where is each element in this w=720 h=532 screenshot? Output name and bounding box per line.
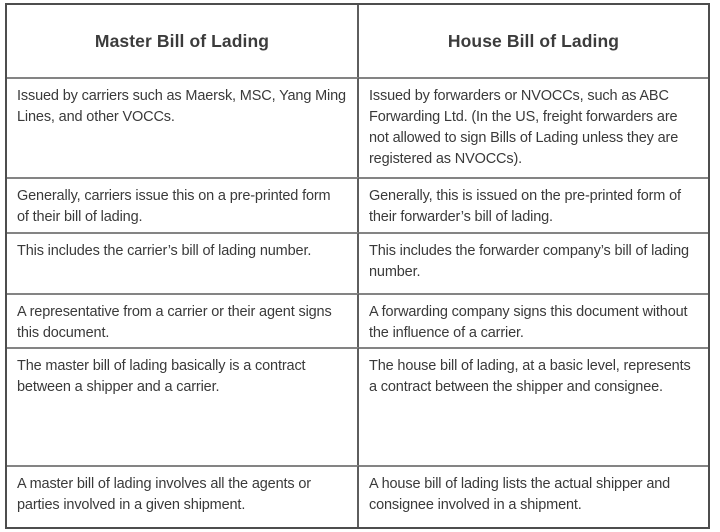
comparison-table — [5, 3, 710, 529]
table-cell-house-contract: The house bill of lading, at a basic level, represents a contract between the shipper and consignee. — [359, 347, 708, 465]
table-cell-house-bl-number: This includes the forwarder company’s bill of lading number. — [359, 232, 708, 293]
table-cell-house-preprinted-form: Generally, this is issued on the pre-printed form of their forwarder’s bill of lading. — [359, 177, 708, 232]
table-cell-master-preprinted-form: Generally, carriers issue this on a pre-printed form of their bill of lading. — [7, 177, 359, 232]
table-cell-house-parties: A house bill of lading lists the actual shipper and consignee involved in a shipment. — [359, 465, 708, 527]
table-cell-master-bl-number: This includes the carrier’s bill of lading number. — [7, 232, 359, 293]
table-cell-master-signer: A representative from a carrier or their agent signs this document. — [7, 293, 359, 347]
column-header-house-bill: House Bill of Lading — [447, 30, 620, 51]
table-cell-master-issued-by: Issued by carriers such as Maersk, MSC, Yang Ming Lines, and other VOCCs. — [7, 77, 359, 177]
table-cell-master-contract: The master bill of lading basically is a contract between a shipper and a carrier. — [7, 347, 359, 465]
table-cell-house-issued-by: Issued by forwarders or NVOCCs, such as ABC Forwarding Ltd. (In the US, freight forwarders are not allowed to sign Bills of Lading unless they are registered as NVOCCs). — [359, 77, 708, 177]
table-cell-master-parties: A master bill of lading involves all the agents or parties involved in a given shipment. — [7, 465, 359, 527]
column-header-master-bill: Master Bill of Lading — [7, 5, 359, 77]
table-cell-house-signer: A forwarding company signs this document without the influence of a carrier. — [359, 293, 708, 347]
